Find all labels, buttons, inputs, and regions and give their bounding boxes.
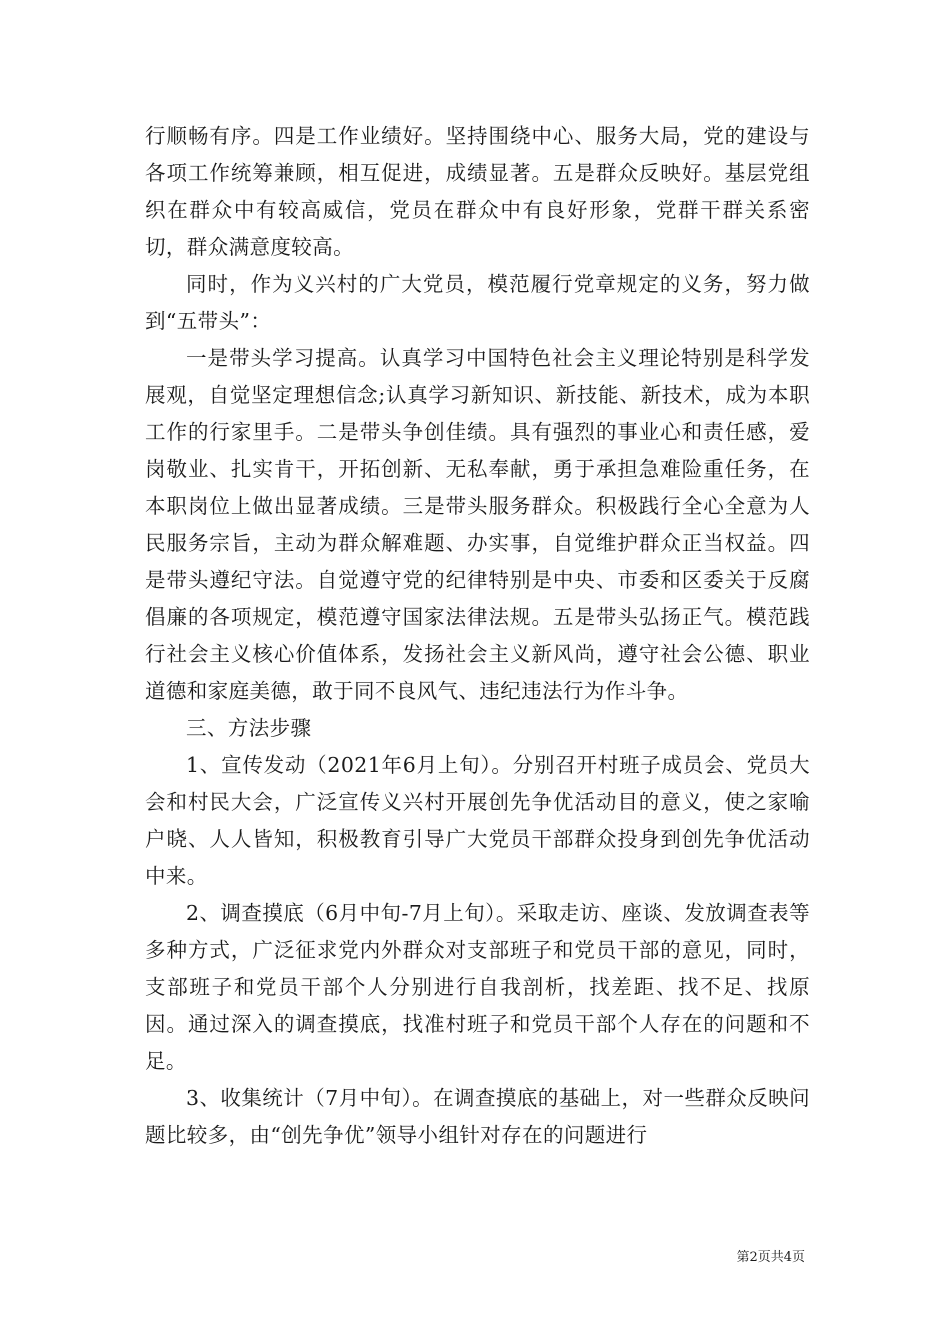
paragraph-step-2: 2、调查摸底（6月中旬-7月上旬）。采取走访、座谈、发放调查表等多种方式，广泛征求党内外群众对支部班子和党员干部的意见，同时，支部班子和党员干部个人分别进行自我剖析，找差距、找不足、找原因。通过深入的调查摸底，找准村班子和党员干部个人存在的问题和不足。 <box>145 901 810 1073</box>
paragraph-2: 同时，作为义兴村的广大党员，模范履行党章规定的义务，努力做到“五带头”： <box>145 272 810 333</box>
section-heading-methods: 三、方法步骤 <box>186 716 312 740</box>
paragraph-1: 行顺畅有序。四是工作业绩好。坚持围绕中心、服务大局，党的建设与各项工作统筹兼顾，相互促进，成绩显著。五是群众反映好。基层党组织在群众中有较高威信，党员在群众中有良好形象，党群干群关系密切，群众满意度较高。 <box>145 124 810 259</box>
paragraph-step-3: 3、收集统计（7月中旬）。在调查摸底的基础上，对一些群众反映问题比较多，由“创先争优”领导小组针对存在的问题进行 <box>145 1086 810 1147</box>
page-number-footer: 第2页共4页 <box>736 1250 805 1265</box>
paragraph-step-1: 1、宣传发动（2021年6月上旬）。分别召开村班子成员会、党员大会和村民大会，广泛宣传义兴村开展创先争优活动目的意义，使之家喻户晓、人人皆知，积极教育引导广大党员干部群众投身到创先争优活动中来。 <box>145 753 810 888</box>
paragraph-3: 一是带头学习提高。认真学习中国特色社会主义理论特别是科学发展观，自觉坚定理想信念;认真学习新知识、新技能、新技术，成为本职工作的行家里手。二是带头争创佳绩。具有强烈的事业心和责任感，爱岗敬业、扎实肯干，开拓创新、无私奉献，勇于承担急难险重任务，在本职岗位上做出显著成绩。三是带头服务群众。积极践行全心全意为人民服务宗旨，主动为群众解难题、办实事，自觉维护群众正当权益。四是带头遵纪守法。自觉遵守党的纪律特别是中央、市委和区委关于反腐倡廉的各项规定，模范遵守国家法律法规。五是带头弘扬正气。模范践行社会主义核心价值体系，发扬社会主义新风尚，遵守社会公德、职业道德和家庭美德，敢于同不良风气、违纪违法行为作斗争。 <box>145 346 810 703</box>
document-body <box>145 118 810 1154</box>
